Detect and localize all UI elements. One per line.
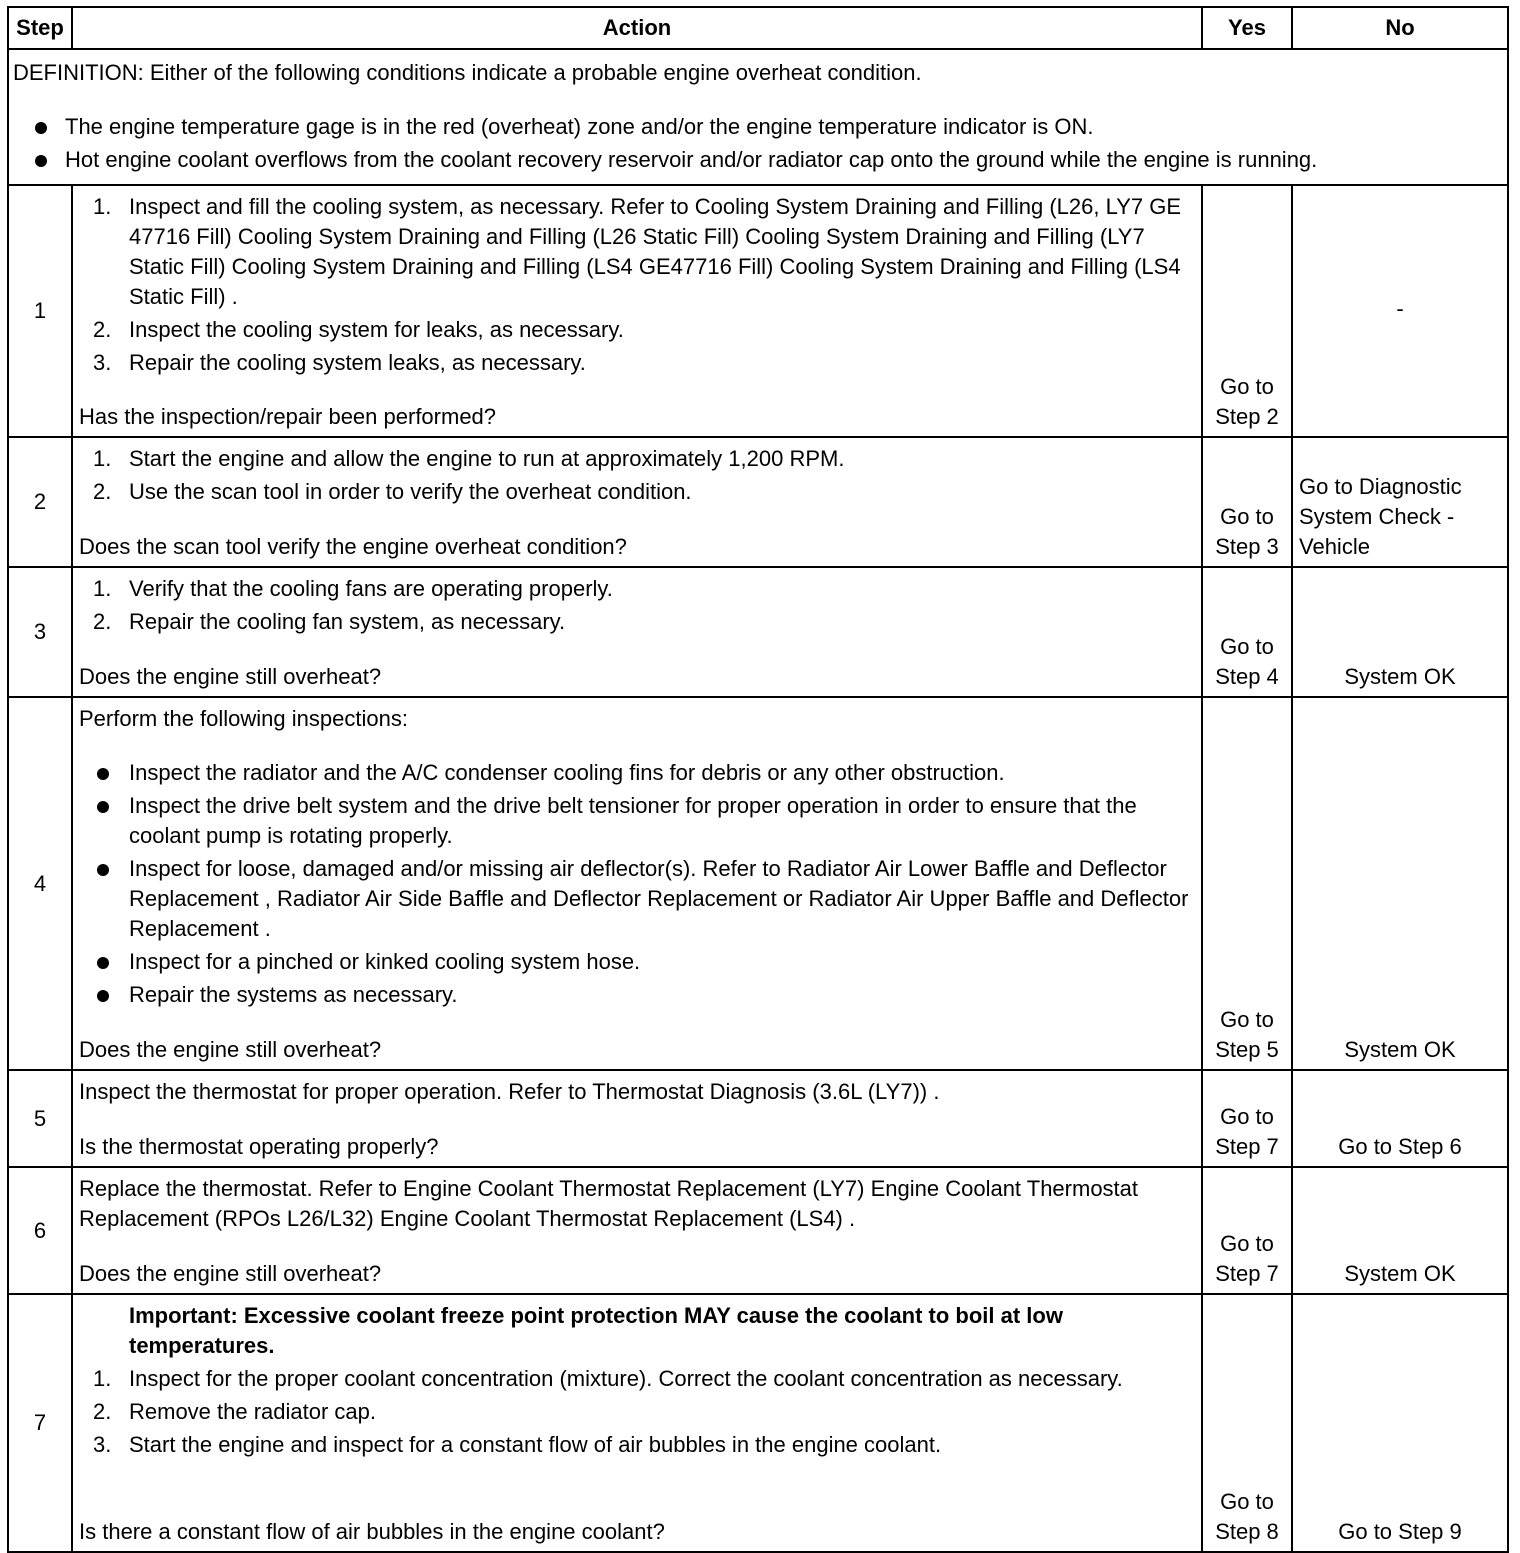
action-list	[79, 192, 1193, 381]
table-row	[8, 1167, 1508, 1294]
step-number: 1	[8, 185, 72, 437]
action-cell	[72, 567, 1202, 697]
action-cell	[72, 697, 1202, 1070]
important-note: Important: Excessive coolant freeze point protection MAY cause the coolant to boil at low temperatures.	[129, 1303, 1063, 1358]
bullet-icon	[35, 122, 47, 134]
no-cell: Go to Step 6	[1292, 1070, 1508, 1167]
definition-row	[8, 49, 1508, 185]
table-row	[8, 697, 1508, 1070]
list-item: 2. Inspect the cooling system for leaks, as necessary.	[93, 317, 624, 342]
step-number: 4	[8, 697, 72, 1070]
bullet-icon	[97, 768, 109, 780]
table-row	[8, 1070, 1508, 1167]
yes-cell: Go to Step 2	[1202, 185, 1292, 437]
no-cell: System OK	[1292, 697, 1508, 1070]
step-number: 7	[8, 1294, 72, 1552]
action-list	[79, 444, 1193, 510]
no-cell: System OK	[1292, 567, 1508, 697]
list-item: The engine temperature gage is in the red (overheat) zone and/or the engine temperature indicator is ON.	[13, 112, 1499, 142]
table-row	[8, 567, 1508, 697]
list-item: 1. Verify that the cooling fans are operating properly.	[93, 576, 613, 601]
question-text: Is the thermostat operating properly?	[79, 1134, 439, 1159]
list-item: Hot engine coolant overflows from the coolant recovery reservoir and/or radiator cap onto the ground while the engine is running.	[13, 145, 1499, 175]
action-cell	[72, 1167, 1202, 1294]
intro-text: Perform the following inspections:	[79, 706, 408, 731]
step-number: 3	[8, 567, 72, 697]
list-item: 2. Repair the cooling fan system, as necessary.	[93, 609, 566, 634]
header-no: No	[1292, 7, 1508, 49]
bullet-icon	[97, 801, 109, 813]
yes-cell: Go to Step 7	[1202, 1167, 1292, 1294]
table-row	[8, 185, 1508, 437]
no-cell: -	[1292, 185, 1508, 437]
question-text: Has the inspection/repair been performed?	[79, 404, 497, 429]
question-text: Does the engine still overheat?	[79, 1261, 382, 1286]
list-item: 2. Use the scan tool in order to verify the overheat condition.	[93, 479, 692, 504]
header-step: Step	[8, 7, 72, 49]
question-text: Does the engine still overheat?	[79, 664, 382, 689]
bullet-icon	[97, 990, 109, 1002]
question-text: Does the scan tool verify the engine overheat condition?	[79, 534, 627, 559]
action-list	[79, 574, 1193, 640]
list-item: 1. Start the engine and allow the engine to run at approximately 1,200 RPM.	[93, 446, 845, 471]
action-cell	[72, 437, 1202, 567]
no-cell: Go to Step 9	[1292, 1294, 1508, 1552]
list-item: 1. Inspect and fill the cooling system, as necessary. Refer to Cooling System Draining and Filling (L26, LY7 GE 47716 Fill) Cooling System Draining and Filling (L26 Static Fill) Cooling System Draining and Filling (LY7 Static Fill) Cooling System Draining and Filling (LS4 GE47716 Fill) Cooling System Draining and Filling (LS4 Static Fill) .	[93, 194, 1182, 309]
definition-list	[13, 112, 1499, 175]
yes-cell: Go to Step 5	[1202, 697, 1292, 1070]
bullet-icon	[35, 155, 47, 167]
action-cell	[72, 185, 1202, 437]
list-item: Inspect for a pinched or kinked cooling system hose.	[79, 947, 1193, 977]
step-number: 2	[8, 437, 72, 567]
action-list	[79, 758, 1193, 1013]
action-text: Inspect the thermostat for proper operation. Refer to Thermostat Diagnosis (3.6L (LY7)) .	[79, 1079, 940, 1104]
yes-cell: Go to Step 4	[1202, 567, 1292, 697]
list-item: 1. Inspect for the proper coolant concentration (mixture). Correct the coolant concentration as necessary.	[93, 1366, 1123, 1391]
list-item: Inspect the drive belt system and the drive belt tensioner for proper operation in order to ensure that the coolant pump is rotating properly.	[79, 791, 1193, 851]
yes-cell: Go to Step 8	[1202, 1294, 1292, 1552]
definition-cell	[8, 49, 1508, 185]
header-row	[8, 7, 1508, 49]
yes-cell: Go to Step 7	[1202, 1070, 1292, 1167]
definition-text: DEFINITION: Either of the following conditions indicate a probable engine overheat condition.	[13, 60, 922, 85]
step-number: 5	[8, 1070, 72, 1167]
table-row	[8, 1294, 1508, 1552]
yes-cell: Go to Step 3	[1202, 437, 1292, 567]
action-cell	[72, 1070, 1202, 1167]
question-text: Is there a constant flow of air bubbles in the engine coolant?	[79, 1519, 665, 1544]
action-cell	[72, 1294, 1202, 1552]
diagnostic-table	[7, 6, 1509, 1553]
step-number: 6	[8, 1167, 72, 1294]
header-yes: Yes	[1202, 7, 1292, 49]
action-list	[79, 1364, 1193, 1463]
list-item: 3. Repair the cooling system leaks, as necessary.	[93, 350, 586, 375]
question-text: Does the engine still overheat?	[79, 1037, 382, 1062]
list-item: Inspect for loose, damaged and/or missing air deflector(s). Refer to Radiator Air Lower Baffle and Deflector Replacement , Radiator Air Side Baffle and Deflector Replacement or Radiator Air Upper Baffle and Deflector Replacement .	[79, 854, 1193, 944]
header-action: Action	[72, 7, 1202, 49]
action-text: Replace the thermostat. Refer to Engine Coolant Thermostat Replacement (LY7) Engine Coolant Thermostat Replacement (RPOs L26/L32) Engine Coolant Thermostat Replacement (LS4) .	[79, 1176, 1139, 1231]
list-item: 3. Start the engine and inspect for a constant flow of air bubbles in the engine coolant.	[93, 1432, 942, 1457]
table-row	[8, 437, 1508, 567]
no-cell: Go to Diagnostic System Check - Vehicle	[1292, 437, 1508, 567]
list-item: Inspect the radiator and the A/C condenser cooling fins for debris or any other obstruction.	[79, 758, 1193, 788]
bullet-icon	[97, 864, 109, 876]
list-item: 2. Remove the radiator cap.	[93, 1399, 377, 1424]
no-cell: System OK	[1292, 1167, 1508, 1294]
list-item: Repair the systems as necessary.	[79, 980, 1193, 1010]
bullet-icon	[97, 957, 109, 969]
